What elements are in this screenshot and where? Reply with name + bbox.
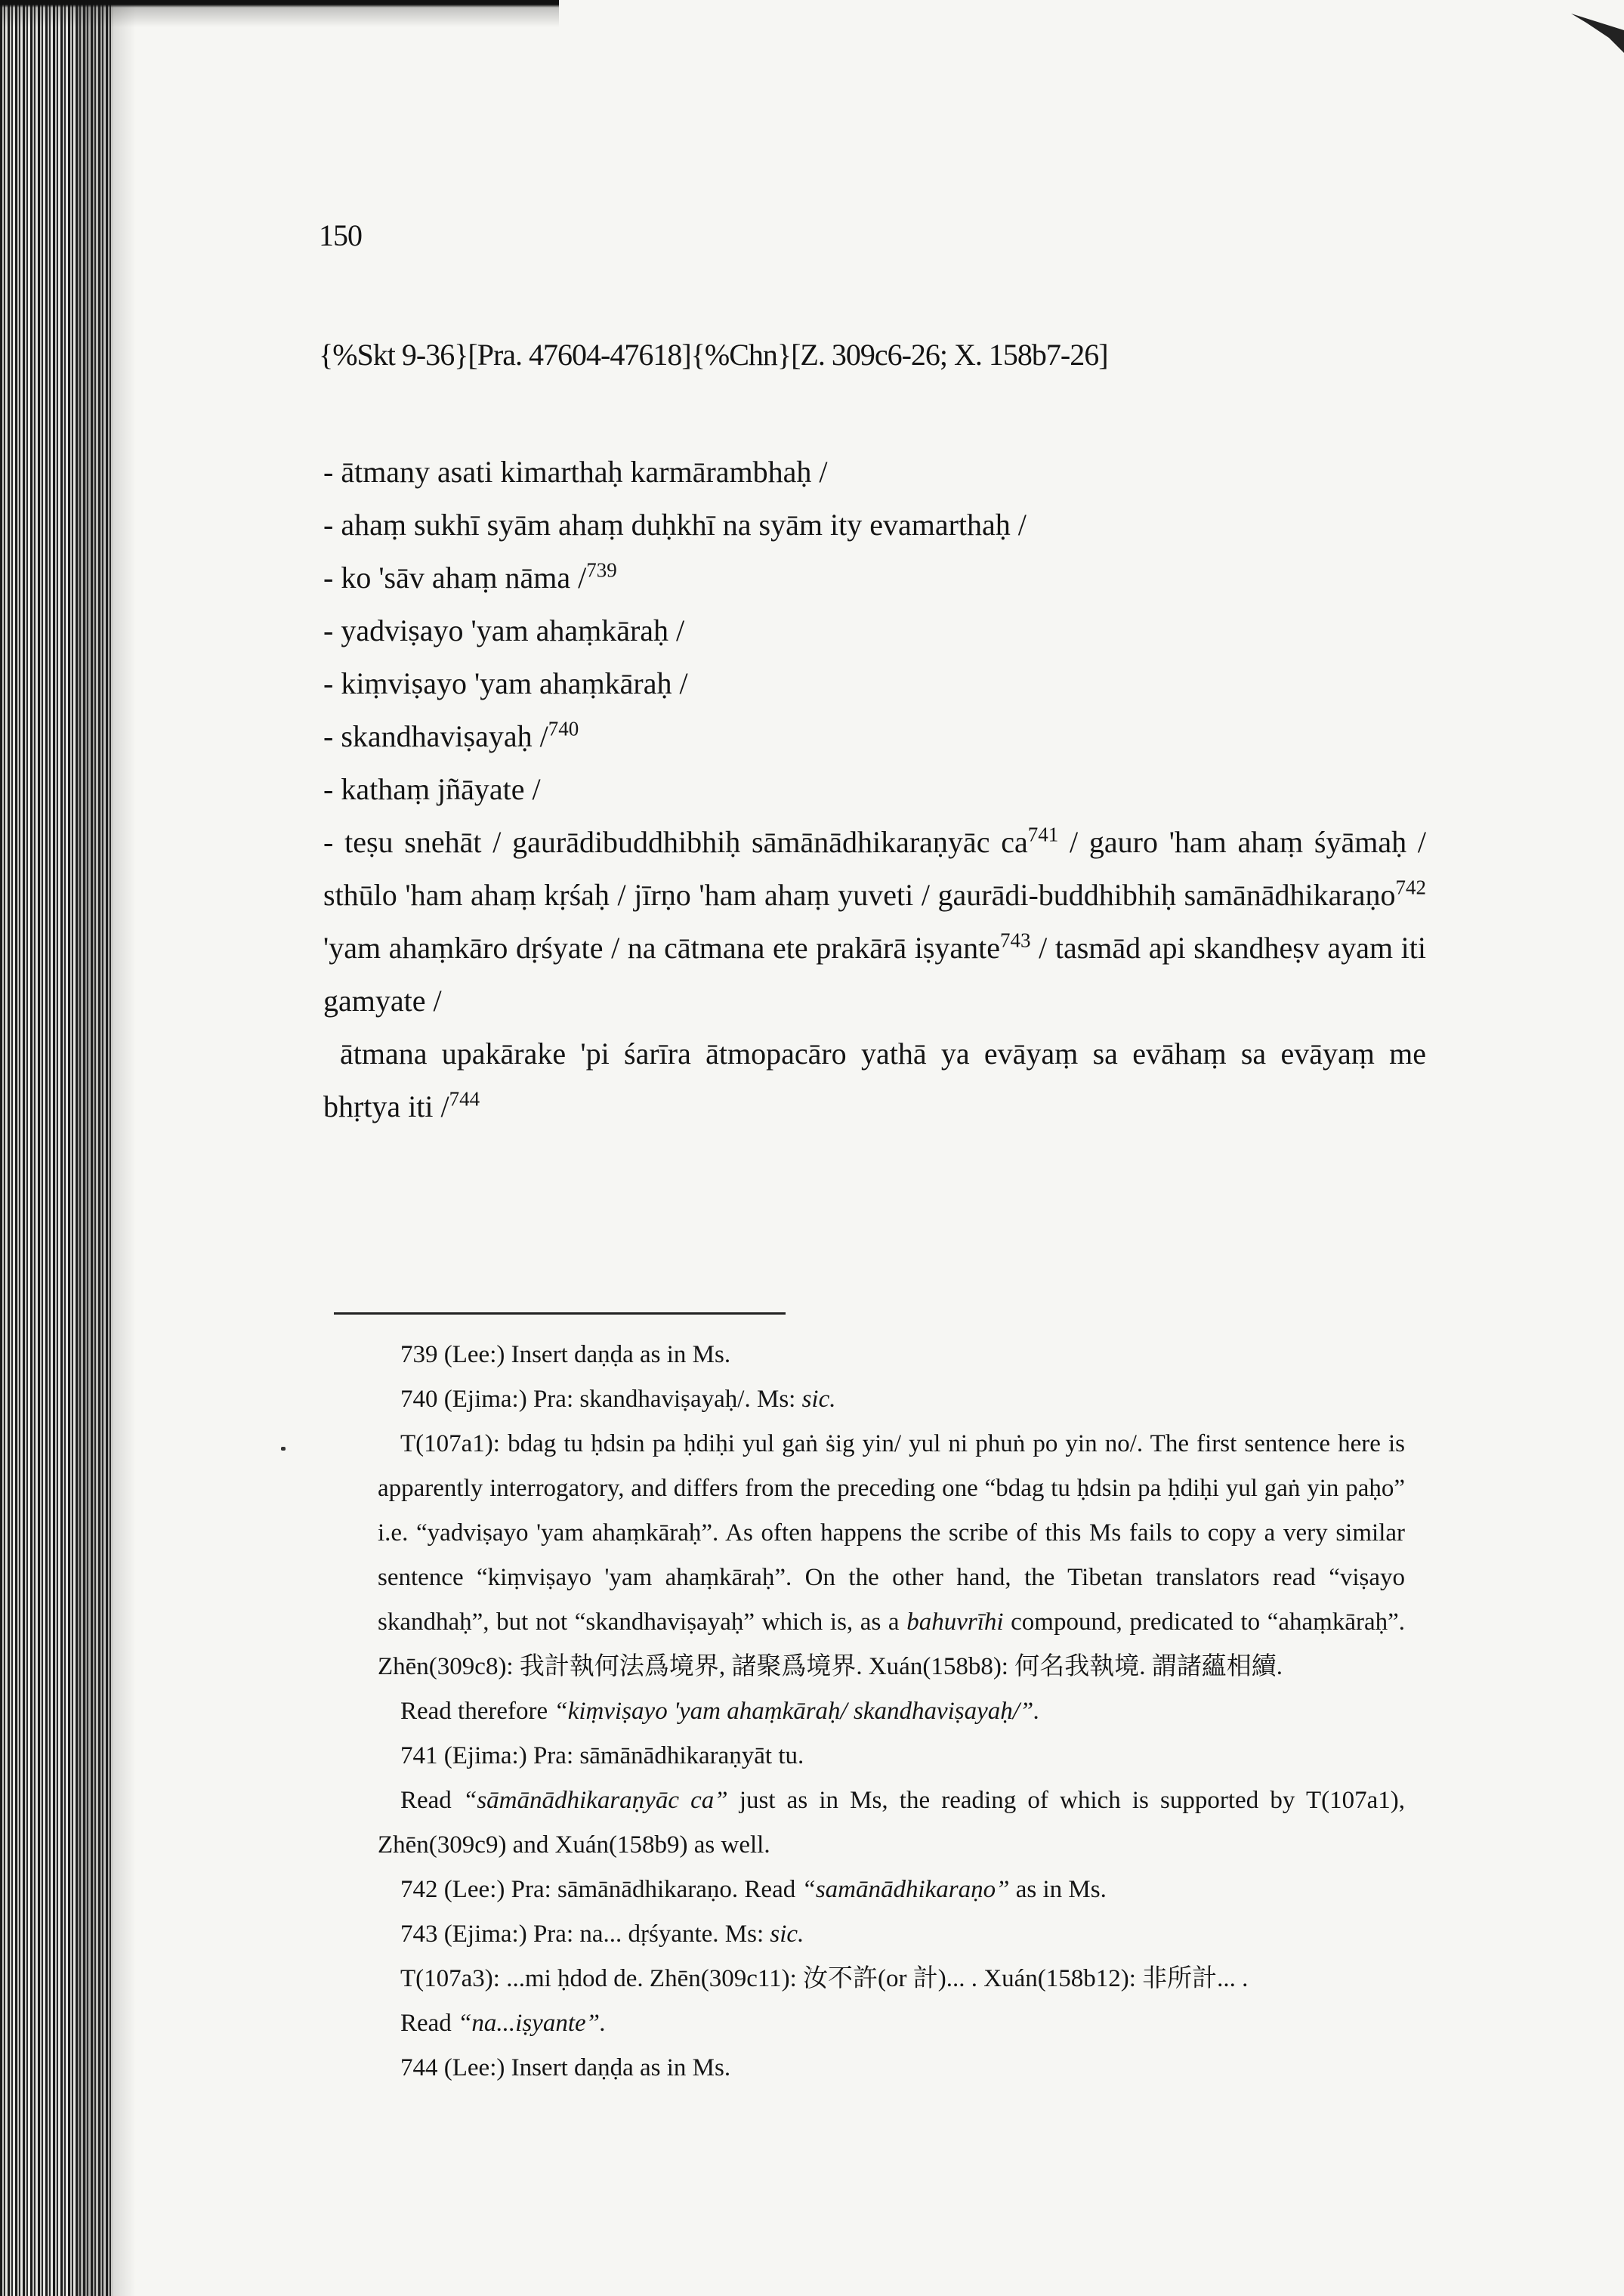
footnote-mark: 743 xyxy=(1000,929,1031,952)
footnote-743: 743 (Ejima:) Pra: na... dṛśyante. Ms: sic. xyxy=(400,1921,804,1948)
footnote-741: 741 (Ejima:) Pra: sāmānādhikaraṇyāt tu. xyxy=(400,1742,804,1769)
footnote-mark: 744 xyxy=(449,1087,480,1111)
footnotes xyxy=(378,1333,1405,2091)
footnote-742: 742 (Lee:) Pra: sāmānādhikaraṇo. Read “samānādhikaraṇo” as in Ms. xyxy=(400,1876,1107,1903)
text-line: - kathaṃ jñāyate / xyxy=(323,772,541,806)
footnote-744: 744 (Lee:) Insert daṇḍa as in Ms. xyxy=(400,2054,731,2081)
footnote-739: 739 (Lee:) Insert daṇḍa as in Ms. xyxy=(400,1341,731,1368)
text-paragraph: ātmana upakārake 'pi śarīra ātmopacāro yathā ya evāyaṃ sa evāhaṃ sa evāyaṃ me bhṛtya iti /$^{744}$ xyxy=(323,1037,1426,1123)
text-line: - skandhaviṣayaḥ /$^{740}$ xyxy=(323,717,579,753)
text-line: - ātmany asati kimarthaḥ karmārambhaḥ / xyxy=(323,455,828,489)
scan-top-edge xyxy=(0,0,559,27)
footnote-740-tibetan: T(107a1): bdag tu ḥdsin pa ḥdiḥi yul gaṅ ṡig yin/ yul ni phuṅ po yin no/. The first sentence here is apparently interrogatory, and differs from the preceding one “bdag tu ḥdsin pa ḥdiḥi yul gaṅ yin paḥo” i.e. “yadviṣayo 'yam ahaṃkāraḥ”. As often happens the scribe of this Ms fails to copy a very similar sentence “kiṃviṣayo 'yam ahaṃkāraḥ”. On the other hand, the Tibetan translators read “viṣayo skandhaḥ”, but not “skandhaviṣayaḥ” which is, as a bahuvrīhi compound, predicated to “ahaṃkāraḥ”. Zhēn(309c8): 我計執何法爲境界, 諸聚爲境界. Xuán(158b8): 何名我執境. 謂諸蘊相續. xyxy=(378,1430,1405,1680)
footnote-mark: 740 xyxy=(548,717,579,740)
text-line: - kiṃviṣayo 'yam ahaṃkāraḥ / xyxy=(323,666,688,700)
footnote-mark: 742 xyxy=(1395,876,1426,899)
stray-mark xyxy=(281,1447,286,1451)
footnote-740-read: Read therefore “kiṃviṣayo 'yam ahaṃkāraḥ/ skandhaviṣayaḥ/”. xyxy=(400,1698,1040,1725)
footnote-740: 740 (Ejima:) Pra: skandhaviṣayaḥ/. Ms: sic. xyxy=(400,1386,836,1413)
text-line: - ahaṃ sukhī syām ahaṃ duḥkhī na syām ity evamarthaḥ / xyxy=(323,508,1027,542)
footnote-743-tibetan: T(107a3): ...mi ḥdod de. Zhēn(309c11): 汝不許(or 計)... . Xuán(158b12): 非所計... . xyxy=(400,1965,1249,1992)
corner-fold-mark xyxy=(1564,8,1624,53)
footnote-divider xyxy=(334,1312,786,1315)
footnote-mark: 739 xyxy=(586,558,617,582)
footnote-743-read: Read “na...iṣyante”. xyxy=(400,2010,607,2037)
reference-header: {%Skt 9-36}[Pra. 47604-47618]{%Chn}[Z. 309c6-26; X. 158b7-26] xyxy=(319,338,1108,372)
page-number: 150 xyxy=(319,218,362,252)
binding-gradient xyxy=(76,0,136,2296)
footnote-mark: 741 xyxy=(1027,823,1059,846)
main-text xyxy=(323,446,1426,1133)
text-line: - ko 'sāv ahaṃ nāma /$^{739}$ xyxy=(323,558,617,595)
footnote-741-read: Read “sāmānādhikaraṇyāc ca” just as in Ms, the reading of which is supported by T(107a1), Zhēn(309c9) and Xuán(158b9) as well. xyxy=(378,1787,1405,1859)
text-paragraph: - teṣu snehāt / gaurādibuddhibhiḥ sāmānādhikaraṇyāc $ca^{741}$ / gauro 'ham ahaṃ śyāmaḥ / sthūlo 'ham ahaṃ kṛśaḥ / jīrṇo 'ham ahaṃ yuveti / gaurādi-buddhibhiḥ samānādhikaraṇo$^{742}$ 'yam ahaṃkāro dṛśyate / na cātmana ete prakārā iṣyante$^{743}$ / tasmād api skandheṣv ayam iti gamyate / xyxy=(323,823,1426,1018)
text-line: - yadviṣayo 'yam ahaṃkāraḥ / xyxy=(323,613,685,647)
